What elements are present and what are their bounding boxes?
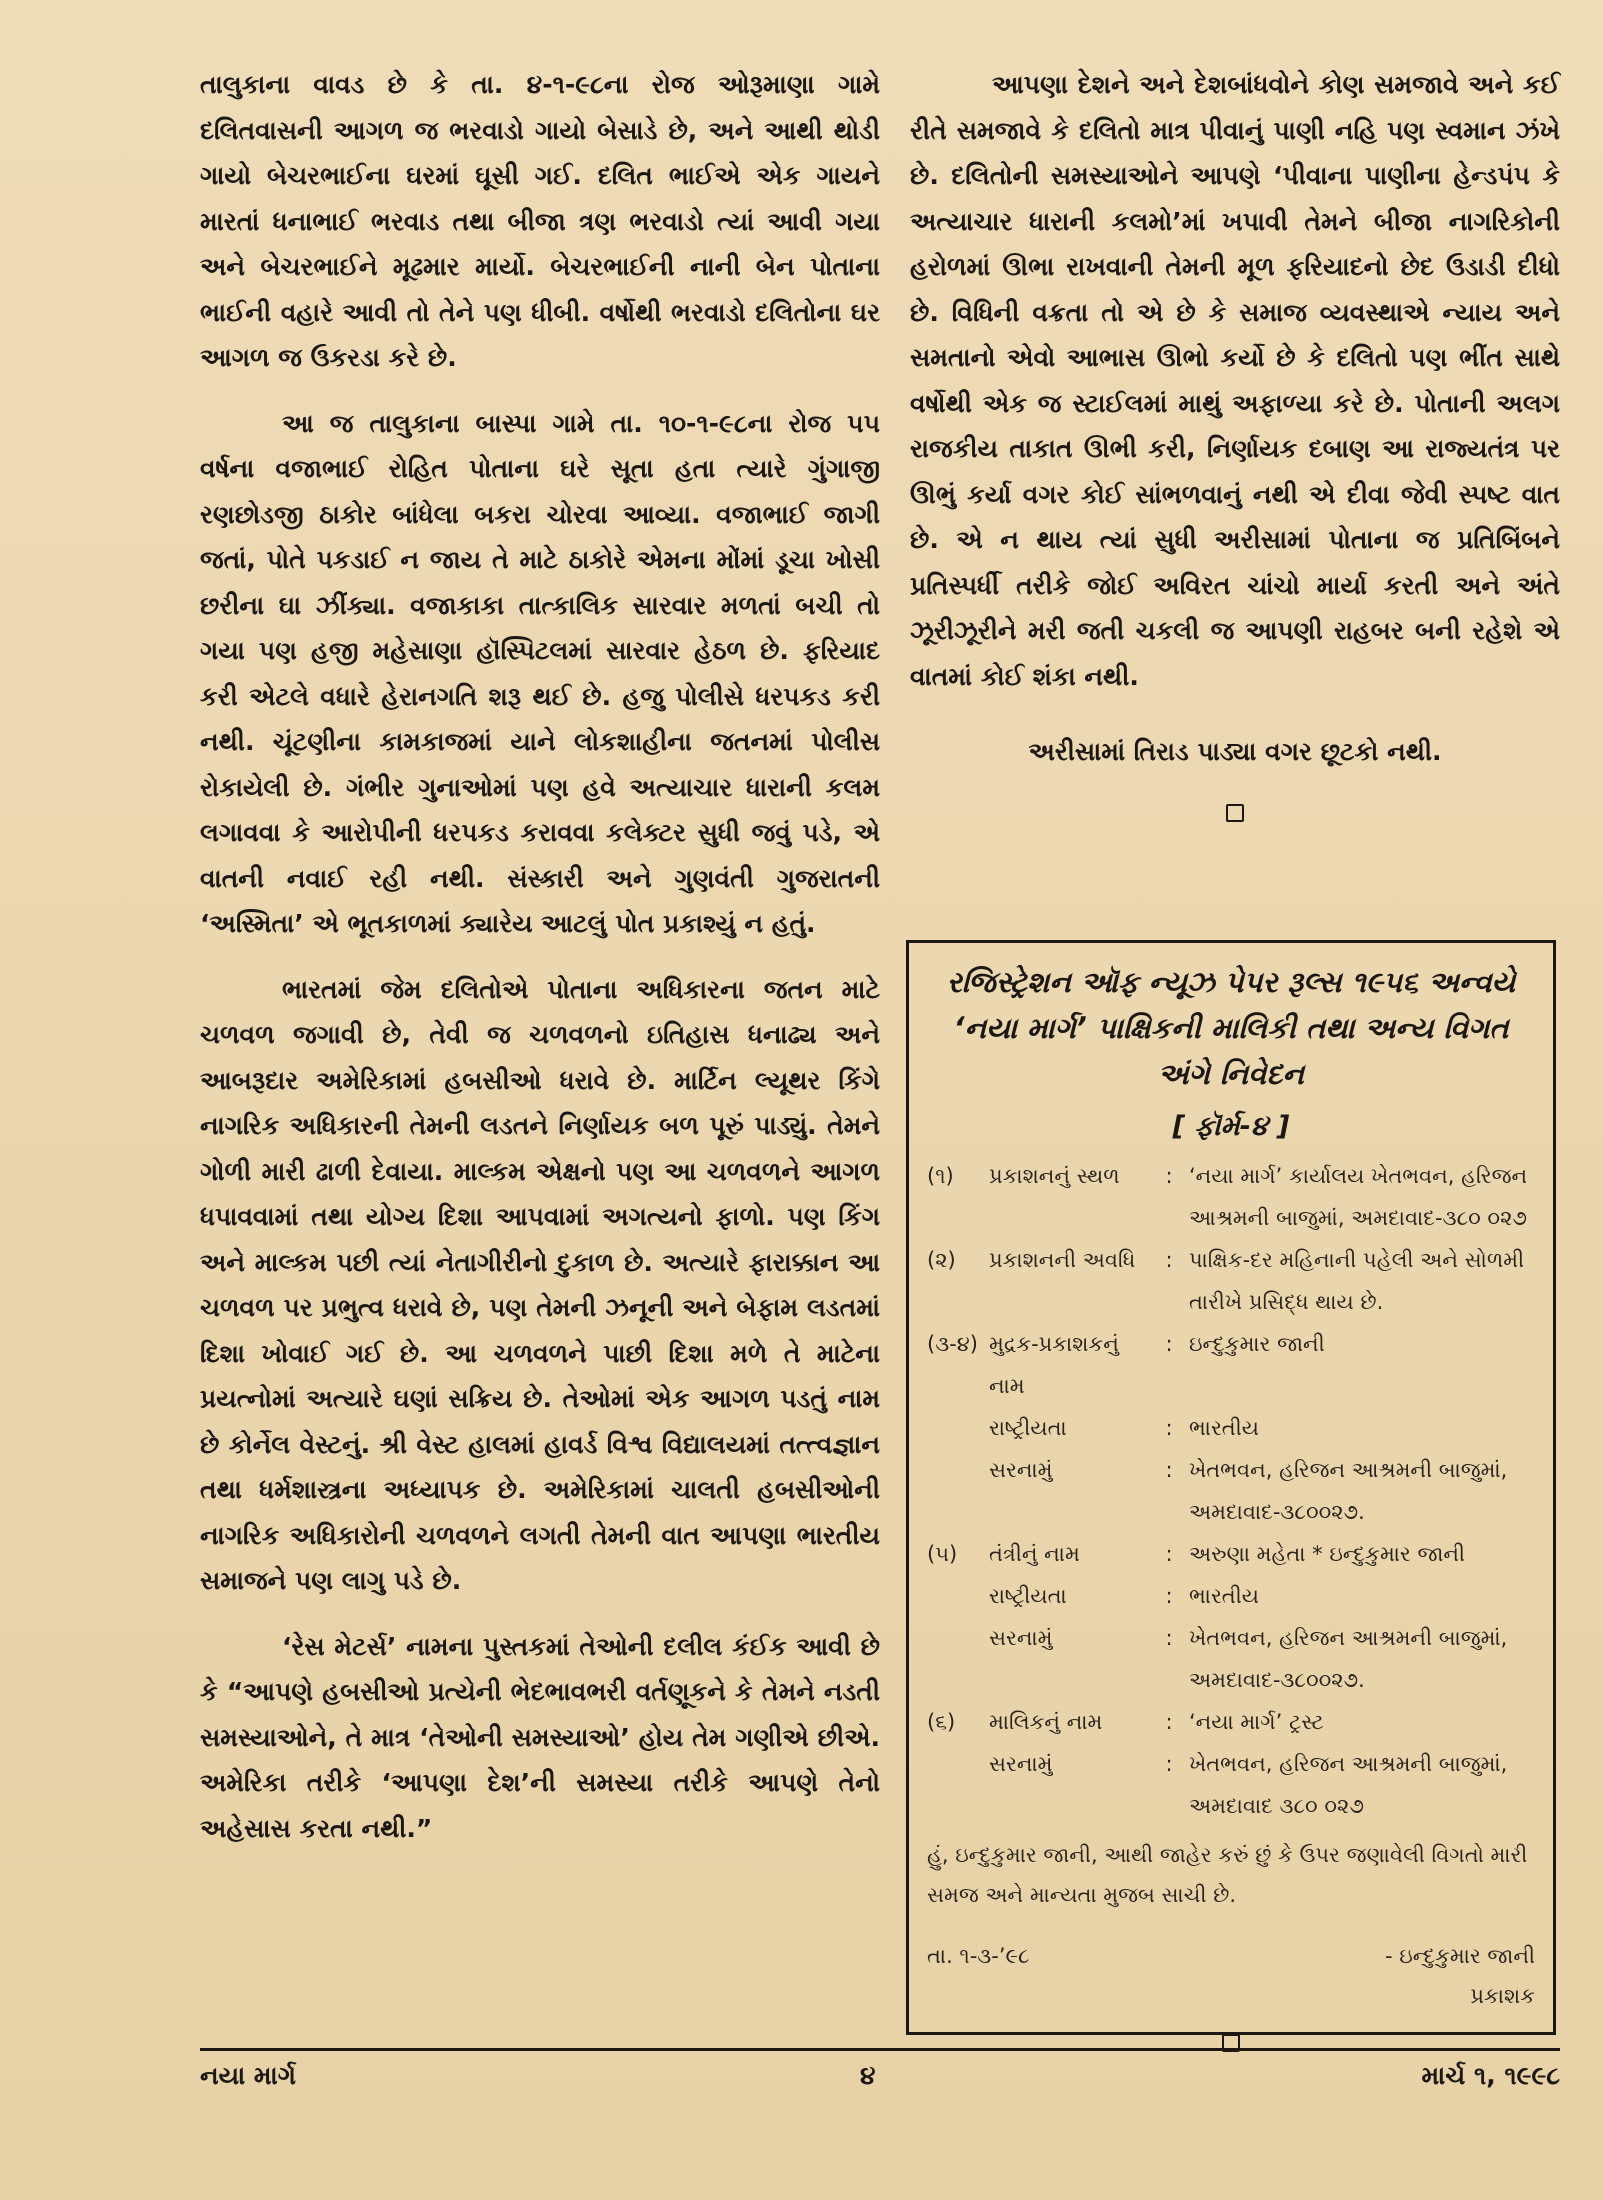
notice-row: [927, 1701, 1535, 1743]
page-number: ૪: [860, 2061, 876, 2090]
left-column: [200, 62, 880, 1871]
notice-row: [927, 1449, 1535, 1533]
section-end-square-icon: [1226, 804, 1244, 822]
notice-row: [927, 1239, 1535, 1323]
declaration-date: તા. ૧-૩-’૯૮: [927, 1944, 1030, 1968]
notice-title: રજિસ્ટ્રેશન ઑફ ન્યૂઝ પેપર રૂલ્સ ૧૯૫૬ અન્વયે ‘નયા માર્ગ’ પાક્ષિકની માલિકી તથા અન્ય વિગત અંગે નિવેદન: [946, 965, 1516, 1091]
row-colon: :: [1165, 1248, 1173, 1272]
row-value: ‘નયા માર્ગ’ કાર્યાલય ખેતભવન, હરિજન આશ્રમની બાજુમાં, અમદાવાદ-૩૮૦ ૦૨૭: [1189, 1164, 1528, 1230]
row-value: ખેતભવન, હરિજન આશ્રમની બાજુમાં, અમદાવાદ-૩૮૦૦૨૭.: [1189, 1458, 1508, 1524]
row-label: રાષ્ટ્રીયતા: [989, 1416, 1067, 1440]
row-value: ખેતભવન, હરિજન આશ્રમની બાજુમાં, અમદાવાદ ૩૮૦ ૦૨૭: [1189, 1752, 1508, 1818]
row-number: [927, 1407, 989, 1449]
row-label: સરનામું: [989, 1458, 1053, 1482]
notice-row: [927, 1617, 1535, 1701]
declaration-text: હું, ઇન્દુકુમાર જાની, આથી જાહેર કરું છું કે ઉપર જણાવેલી વિગતો મારી સમજ અને માન્યતા મુજબ સાચી છે.: [927, 1843, 1528, 1907]
row-label: પ્રકાશનનું સ્થળ: [989, 1164, 1120, 1188]
notice-row: [927, 1407, 1535, 1449]
row-number: (૫): [927, 1542, 958, 1566]
row-colon: :: [1165, 1416, 1173, 1440]
article-paragraph: આપણા દેશને અને દેશબાંધવોને કોણ સમજાવે અને કઈ રીતે સમજાવે કે દલિતો માત્ર પીવાનું પાણી નહિ પણ સ્વમાન ઝંખે છે. દલિતોની સમસ્યાઓને આપણે ‘પીવાના પાણીના હેન્ડપંપ કે અત્યાચાર ધારાની કલમો’માં ખપાવી તેમને બીજા નાગરિકોની હરોળમાં ઊભા રાખવાની તેમની મૂળ ફરિયાદનો છેદ ઉડાડી દીધો છે. વિધિની વક્રતા તો એ છે કે સમાજ વ્યવસ્થાએ ન્યાય અને સમતાનો એવો આભાસ ઊભો કર્યો છે કે દલિતો પણ ભીંત સાથે વર્ષોથી એક જ સ્ટાઈલમાં માથું અફાળ્યા કરે છે. પોતાની અલગ રાજકીય તાકાત ઊભી કરી, નિર્ણાયક દબાણ આ રાજ્યતંત્ર પર ઊભું કર્યા વગર કોઈ સાંભળવાનું નથી એ દીવા જેવી સ્પષ્ટ વાત છે. એ ન થાય ત્યાં સુધી અરીસામાં પોતાના જ પ્રતિબિંબને પ્રતિસ્પર્ધી તરીકે જોઈ અવિરત ચાંચો માર્યા કરતી અને અંતે ઝૂરીઝૂરીને મરી જતી ચકલી જ આપણી રાહબર બની રહેશે એ વાતમાં કોઈ શંકા નથી.: [910, 70, 1560, 691]
row-value: ‘નયા માર્ગ’ ટ્રસ્ટ: [1189, 1710, 1324, 1734]
row-colon: :: [1165, 1584, 1173, 1608]
row-label: પ્રકાશનની અવધિ: [989, 1248, 1136, 1272]
row-label: માલિકનું નામ: [989, 1710, 1103, 1734]
row-number: [927, 1743, 989, 1827]
row-colon: :: [1165, 1752, 1173, 1776]
row-colon: :: [1165, 1542, 1173, 1566]
row-number: (૬): [927, 1710, 956, 1734]
row-label: સરનામું: [989, 1626, 1053, 1650]
row-colon: :: [1165, 1458, 1173, 1482]
row-colon: :: [1165, 1626, 1173, 1650]
row-number: [927, 1617, 989, 1701]
page-footer: [200, 2048, 1560, 2091]
right-column: [910, 62, 1560, 822]
issue-date: માર્ચ ૧, ૧૯૯૮: [1421, 2061, 1560, 2090]
row-label: રાષ્ટ્રીયતા: [989, 1584, 1067, 1608]
row-colon: :: [1165, 1710, 1173, 1734]
article-paragraph: ભારતમાં જેમ દલિતોએ પોતાના અધિકારના જતન માટે ચળવળ જગાવી છે, તેવી જ ચળવળનો ઇતિહાસ ધનાઢ્ય અને આબરૂદાર અમેરિકામાં હબસીઓ ધરાવે છે. માર્ટિન લ્યૂથર કિંગે નાગરિક અધિકારની તેમની લડતને નિર્ણાયક બળ પૂરું પાડ્યું. તેમને ગોળી મારી ઢાળી દેવાયા. માલ્કમ એક્ષનો પણ આ ચળવળને આગળ ધપાવવામાં તથા યોગ્ય દિશા આપવામાં અગત્યનો ફાળો. પણ કિંગ અને માલ્કમ પછી ત્યાં નેતાગીરીનો દુકાળ છે. અત્યારે ફારાક્કાન આ ચળવળ પર પ્રભુત્વ ધરાવે છે, પણ તેમની ઝનૂની અને બેફામ લડતમાં દિશા ખોવાઈ ગઈ છે. આ ચળવળને પાછી દિશા મળે તે માટેના પ્રયત્નોમાં અત્યારે ઘણાં સક્રિય છે. તેઓમાં એક આગળ પડતું નામ છે કોર્નેલ વેસ્ટનું. શ્રી વેસ્ટ હાલમાં હાવર્ડ વિશ્વ વિદ્યાલયમાં તત્ત્વજ્ઞાન તથા ધર્મશાસ્ત્રના અધ્યાપક છે. અમેરિકામાં ચાલતી હબસીઓની નાગરિક અધિકારોની ચળવળને લગતી તેમની વાત આપણા ભારતીય સમાજને પણ લાગુ પડે છે.: [200, 974, 880, 1595]
notice-row: [927, 1155, 1535, 1239]
row-value: ખેતભવન, હરિજન આશ્રમની બાજુમાં, અમદાવાદ-૩૮૦૦૨૭.: [1189, 1626, 1508, 1692]
notice-row: [927, 1743, 1535, 1827]
article-paragraph: ‘રેસ મેટર્સ’ નામના પુસ્તકમાં તેઓની દલીલ કંઈક આવી છે કે “આપણે હબસીઓ પ્રત્યેની ભેદભાવભરી વર્તણૂકને કે તેમને નડતી સમસ્યાઓને, તે માત્ર ‘તેઓની સમસ્યાઓ’ હોય તેમ ગણીએ છીએ. અમેરિકા તરીકે ‘આપણા દેશ’ની સમસ્યા તરીકે આપણે તેનો અહેસાસ કરતા નથી.”: [200, 1631, 880, 1843]
row-value: અરુણા મહેતા * ઇન્દુકુમાર જાની: [1189, 1542, 1466, 1566]
ownership-notice-box: [906, 940, 1556, 2035]
row-value: ભારતીય: [1189, 1416, 1259, 1440]
notice-row: [927, 1575, 1535, 1617]
signature-name: - ઇન્દુકુમાર જાની: [1385, 1944, 1535, 1968]
form-label: [ ફૉર્મ-૪ ]: [1172, 1111, 1290, 1142]
article-paragraph: તાલુકાના વાવડ છે કે તા. ૪-૧-૯૮ના રોજ ઓરૂમાણા ગામે દલિતવાસની આગળ જ ભરવાડો ગાયો બેસાડે છે, અને આથી થોડી ગાયો બેચરભાઈના ઘરમાં ઘૂસી ગઈ. દલિત ભાઈએ એક ગાયને મારતાં ધનાભાઈ ભરવાડ તથા બીજા ત્રણ ભરવાડો ત્યાં આવી ગયા અને બેચરભાઈને મૂઢમાર માર્યો. બેચરભાઈની નાની બેન પોતાના ભાઈની વહારે આવી તો તેને પણ ધીબી. વર્ષોથી ભરવાડો દલિતોના ઘર આગળ જ ઉકરડા કરે છે.: [200, 70, 880, 372]
notice-row: [927, 1533, 1535, 1575]
row-label: સરનામું: [989, 1752, 1053, 1776]
row-label: તંત્રીનું નામ: [989, 1542, 1080, 1566]
article-paragraph: આ જ તાલુકાના બાસ્પા ગામે તા. ૧૦-૧-૯૮ના રોજ ૫૫ વર્ષના વજાભાઈ રોહિત પોતાના ઘરે સૂતા હતા ત્યારે ગુંગાજી રણછોડજી ઠાકોર બાંધેલા બકરા ચોરવા આવ્યા. વજાભાઈ જાગી જતાં, પોતે પકડાઈ ન જાય તે માટે ઠાકોરે એમના મોંમાં ડૂચા ખોસી છરીના ઘા ઝીંક્યા. વજાકાકા તાત્કાલિક સારવાર મળતાં બચી તો ગયા પણ હજી મહેસાણા હૉસ્પિટલમાં સારવાર હેઠળ છે. ફરિયાદ કરી એટલે વધારે હેરાનગતિ શરૂ થઈ છે. હજુ પોલીસે ધરપકડ કરી નથી. ચૂંટણીના કામકાજમાં યાને લોકશાહીના જતનમાં પોલીસ રોકાયેલી છે. ગંભીર ગુનાઓમાં પણ હવે અત્યાચાર ધારાની કલમ લગાવવા કે આરોપીની ધરપકડ કરાવવા કલેક્ટર સુધી જવું પડે, એ વાતની નવાઈ રહી નથી. સંસ્કારી અને ગુણવંતી ગુજરાતની ‘અસ્મિતા’ એ ભૂતકાળમાં ક્યારેય આટલું પોત પ્રકાશ્યું ન હતું.: [200, 408, 880, 938]
signature-row: [927, 1936, 1535, 1976]
row-label: મુદ્રક-પ્રકાશકનું નામ: [989, 1332, 1119, 1398]
row-number: [927, 1449, 989, 1533]
row-number: (૧): [927, 1164, 954, 1188]
closing-line: અરીસામાં તિરાડ પાડ્યા વગર છૂટકો નથી.: [1028, 737, 1442, 766]
row-colon: :: [1165, 1332, 1173, 1356]
row-value: ઇન્દુકુમાર જાની: [1189, 1332, 1325, 1356]
notice-row: [927, 1323, 1535, 1407]
row-colon: :: [1165, 1164, 1173, 1188]
publication-name: નયા માર્ગ: [200, 2061, 296, 2090]
signature-role: પ્રકાશક: [1470, 1984, 1535, 2008]
row-value: પાક્ષિક-દર મહિનાની પહેલી અને સોળમી તારીખે પ્રસિદ્ધ થાય છે.: [1189, 1248, 1525, 1314]
row-number: (૩-૪): [927, 1332, 978, 1356]
row-value: ભારતીય: [1189, 1584, 1259, 1608]
row-number: (૨): [927, 1248, 956, 1272]
row-number: [927, 1575, 989, 1617]
